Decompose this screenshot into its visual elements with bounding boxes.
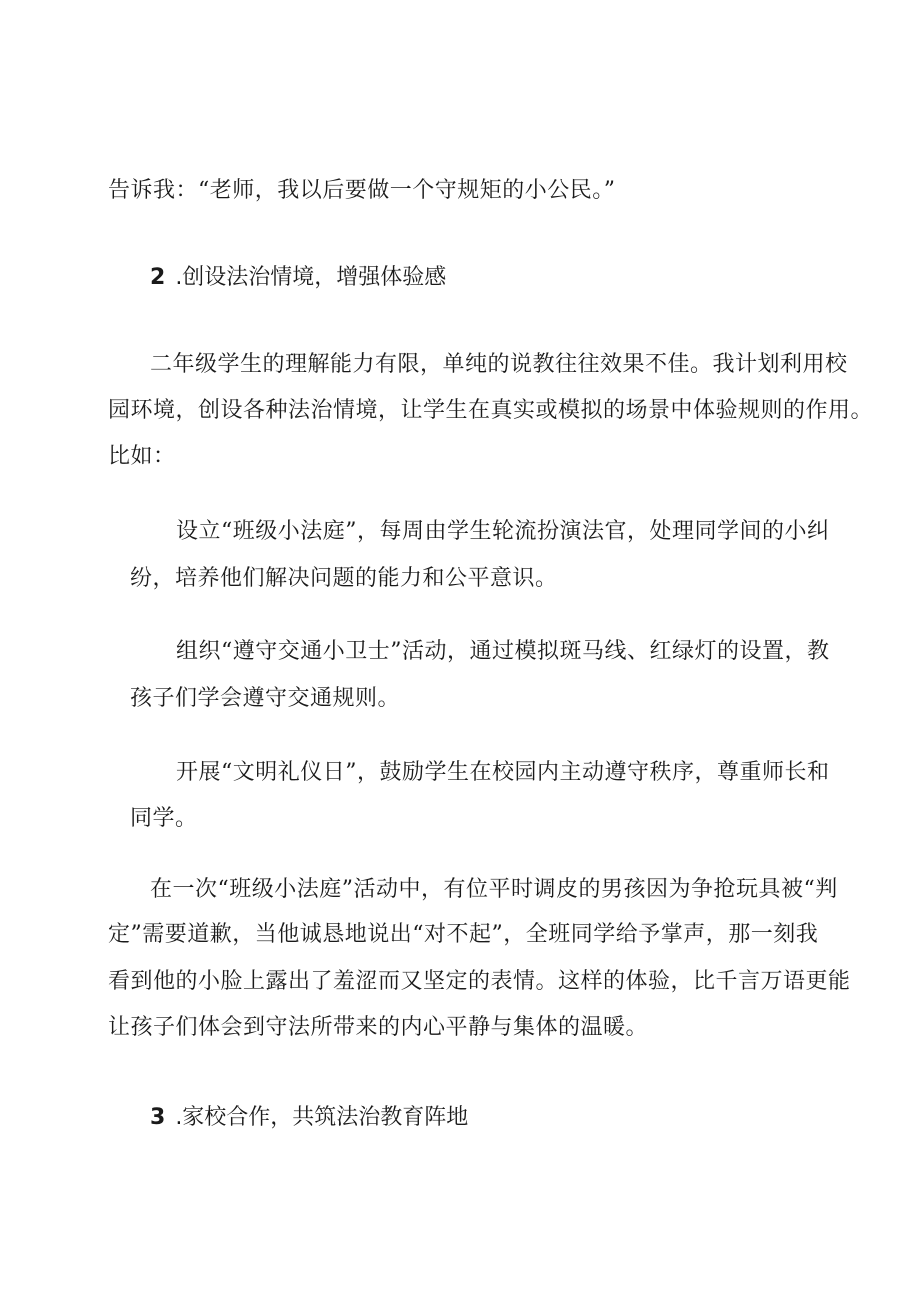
section-heading-number: 3	[150, 1105, 166, 1130]
paragraph-line: 告诉我：“老师，我以后要做一个守规矩的小公民。”	[108, 178, 616, 203]
list-item-line: 组织“遵守交通小卫士”活动，通过模拟斑马线、红绿灯的设置，教	[176, 639, 830, 664]
list-item-line: 开展“文明礼仪日”，鼓励学生在校园内主动遵守秩序，尊重师长和	[176, 760, 830, 785]
paragraph-line: 比如：	[108, 444, 176, 469]
paragraph-line: 在一次“班级小法庭”活动中，有位平时调皮的男孩因为争抢玩具被“判	[150, 877, 838, 902]
list-item-line: 同学。	[130, 806, 198, 831]
paragraph-line: 二年级学生的理解能力有限，单纯的说教往往效果不佳。我计划利用校	[150, 352, 848, 377]
paragraph-line: 让孩子们体会到守法所带来的内心平静与集体的温暖。	[108, 1015, 649, 1040]
section-heading	[150, 263, 446, 293]
list-item-line: 设立“班级小法庭”，每周由学生轮流扮演法官，处理同学间的小纠	[176, 519, 830, 544]
section-heading-number: 2	[150, 265, 166, 290]
paragraph-line: 定”需要道歉，当他诚恳地说出“对不起”，全班同学给予掌声，那一刻我	[108, 922, 819, 947]
paragraph-line: 园环境，创设各种法治情境，让学生在真实或模拟的场景中体验规则的作用。	[108, 398, 874, 423]
section-heading-text: .家校合作，共筑法治教育阵地	[175, 1105, 469, 1130]
section-heading-text: .创设法治情境，增强体验感	[175, 265, 447, 290]
list-item-line: 纷，培养他们解决问题的能力和公平意识。	[130, 566, 558, 591]
list-item-line: 孩子们学会遵守交通规则。	[130, 686, 401, 711]
paragraph-line: 看到他的小脸上露出了羞涩而又坚定的表情。这样的体验，比千言万语更能	[108, 969, 851, 994]
section-heading	[150, 1103, 468, 1133]
